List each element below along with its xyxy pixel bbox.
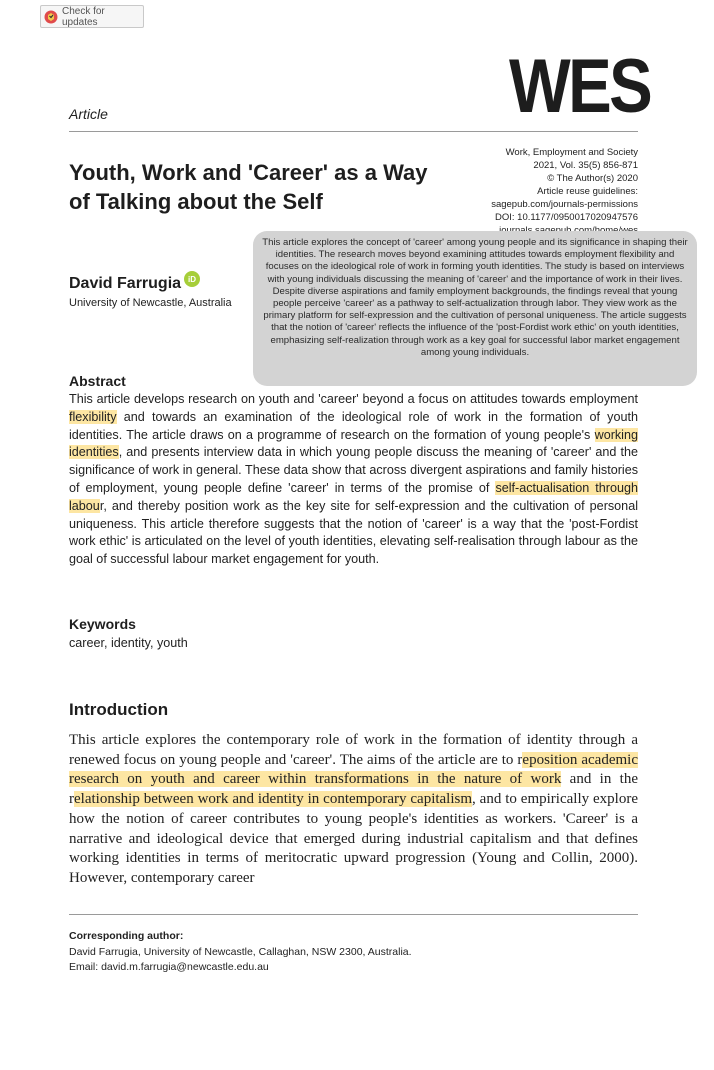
highlight: elationship between work and identity in contemporary capitalism <box>74 791 473 808</box>
introduction-heading: Introduction <box>69 700 169 719</box>
abstract-heading: Abstract <box>69 373 126 389</box>
author-name-text: David Farrugia <box>69 275 182 292</box>
highlight: flexibility <box>69 409 117 424</box>
article-type-label: Article <box>69 106 108 122</box>
orcid-icon[interactable]: iD <box>184 271 200 287</box>
header-divider <box>69 131 638 132</box>
summary-overlay: This article explores the concept of 'career' among young people and its significance in shaping their identities. The research moves beyond examining attitudes towards employment flexibility and focuses on the ideological role of work in forming youth identities. The study is based on interviews with young individuals discussing the meaning of 'career' and the importance of work in their lives. Despite diverse aspirations and family employment backgrounds, the findings reveal that young people perceive 'career' as a pathway to self-actualization through labor. They view work as the primary platform for self-expression and the cultivation of personal uniqueness. The article suggests that the notion of 'career' reflects the influence of the 'post-Fordist work ethic' on youth identities, emphasizing self-realization through work as a key goal for successful labor market engagement among young individuals. <box>253 231 697 386</box>
author-affiliation: University of Newcastle, Australia <box>69 297 232 309</box>
keywords-list: career, identity, youth <box>69 636 188 650</box>
corresponding-author-address: David Farrugia, University of Newcastle, Callaghan, NSW 2300, Australia. <box>69 945 412 958</box>
introduction-text: This article explores the contemporary role of work in the formation of identity through a renewed focus on young people and 'career'. The aims of the article are to reposition academic research on youth and career within transformations in the nature of work and in the relationship between work and identity in contemporary capitalism, and to empirically explore how the notion of career contributes to young people's identities as workers. 'Career' is a narrative and ideological device that emerged during industrial capitalism and that defines working identities in terms of meritocratic upward progression (Young and Collin, 2000). However, contemporary career <box>69 732 638 886</box>
check-for-updates-badge[interactable] <box>40 5 144 28</box>
highlight: self-actualisation through labou <box>69 480 638 513</box>
journal-volume: 2021, Vol. 35(5) 856-871 <box>533 160 638 171</box>
footer-divider <box>69 914 638 915</box>
copyright: © The Author(s) 2020 <box>547 173 638 184</box>
reuse-guidelines: Article reuse guidelines: <box>537 186 638 197</box>
author-name <box>69 275 200 293</box>
article-title: Youth, Work and 'Career' as a Way of Talking about the Self <box>69 160 428 214</box>
corresponding-author-label: Corresponding author: <box>69 930 184 942</box>
journal-metadata <box>398 146 638 237</box>
corresponding-author-email[interactable]: Email: david.m.farrugia@newcastle.edu.au <box>69 961 269 973</box>
corresponding-author <box>69 929 412 976</box>
highlight: working identities <box>69 427 638 460</box>
check-for-updates-label: Check for updates <box>61 5 105 28</box>
journal-logo: WES <box>509 44 651 129</box>
crossmark-icon <box>44 10 58 24</box>
abstract-text: This article develops research on youth and 'career' beyond a focus on attitudes towards employment flexibility and towards an examination of the ideological role of work in the formation of youth identities. The article draws on a programme of research on the formation of young people's working identities, and presents interview data in which young people discuss the meaning of 'career' and the significance of work in general. These data show that across divergent aspirations and family histories of employment, young people define 'career' in terms of the promise of self-actualisation through labour, and thereby position work as the key site for self-expression and the cultivation of personal uniqueness. This article therefore suggests that the notion of 'career' is a way that the 'post-Fordist work ethic' is articulated on the level of youth identities, elevating self-realisation through labour as the goal of successful labour market engagement for youth. <box>69 392 638 567</box>
keywords-heading: Keywords <box>69 616 136 632</box>
doi[interactable]: DOI: 10.1177/0950017020947576 <box>495 212 638 223</box>
journal-name: Work, Employment and Society <box>505 147 638 158</box>
highlight: eposition academic research on youth and career within transformations in the nature of work <box>69 751 638 788</box>
permissions-link[interactable]: sagepub.com/journals-permissions <box>491 199 638 210</box>
